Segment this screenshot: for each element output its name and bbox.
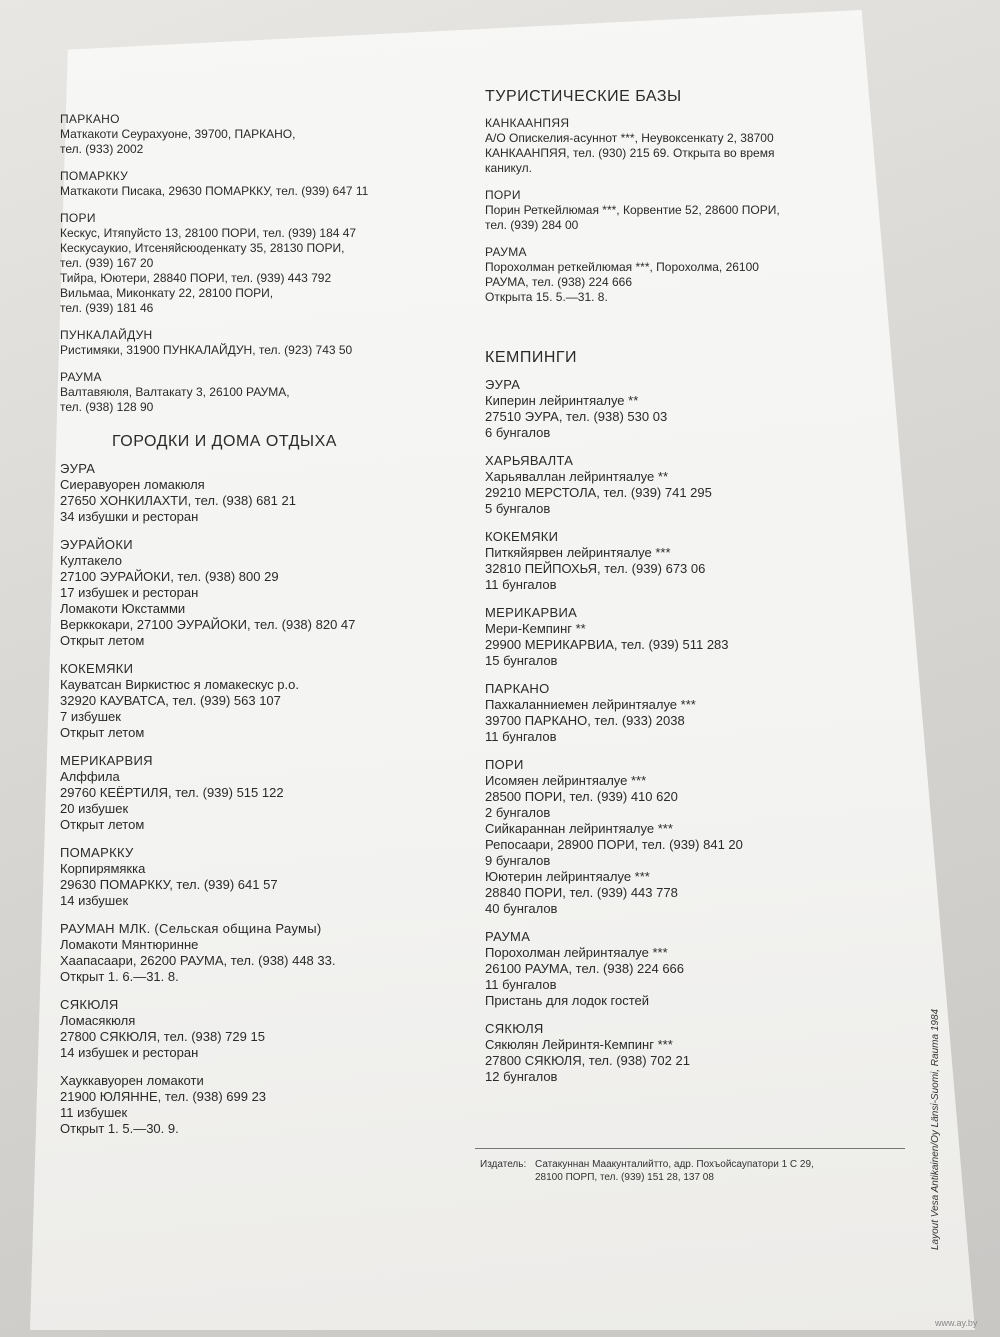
- divider: [475, 1148, 905, 1149]
- listing-line: 9 бунгалов: [485, 853, 551, 868]
- listing-line: Открыт летом: [60, 633, 145, 648]
- listing-block: [485, 1021, 915, 1085]
- city-name: ПАРКАНО: [485, 681, 550, 696]
- city-name: ЭУРАЙОКИ: [60, 537, 133, 552]
- listing-line: Кауватсан Виркистюс я ломакескус р.о.: [60, 677, 299, 692]
- listing-line: 27650 ХОНКИЛАХТИ, тел. (938) 681 21: [60, 493, 296, 508]
- city-name: КАНКААНПЯЯ: [485, 116, 570, 130]
- city-name: МЕРИКАРВИА: [485, 605, 578, 620]
- listing-line: 40 бунгалов: [485, 901, 558, 916]
- city-name: ПОРИ: [485, 188, 521, 202]
- city-name: ПОМАРККУ: [60, 169, 129, 183]
- listing-block: [60, 461, 440, 525]
- city-name: РАУМА: [60, 370, 102, 384]
- listing-block: [60, 112, 440, 157]
- listing-line: Тийра, Юютери, 28840 ПОРИ, тел. (939) 443 792: [60, 271, 332, 285]
- listing-line: Верккокари, 27100 ЭУРАЙОКИ, тел. (938) 820 47: [60, 617, 356, 632]
- listing-line: Открыт 1. 5.—30. 9.: [60, 1121, 179, 1136]
- city-name: РАУМА: [485, 929, 531, 944]
- listing-line: Алффила: [60, 769, 120, 784]
- listing-line: Мери-Кемпинг **: [485, 621, 586, 636]
- city-name: КОКЕМЯКИ: [485, 529, 559, 544]
- listing-line: Открыт 1. 6.—31. 8.: [60, 969, 179, 984]
- listing-line: 39700 ПАРКАНО, тел. (933) 2038: [485, 713, 685, 728]
- listing-line: Хаапасаари, 26200 РАУМА, тел. (938) 448 33.: [60, 953, 336, 968]
- listing-block: [60, 661, 440, 741]
- listing-line: 32810 ПЕЙПОХЬЯ, тел. (939) 673 06: [485, 561, 706, 576]
- listing-line: 32920 КАУВАТСА, тел. (939) 563 107: [60, 693, 281, 708]
- listing-line: Маткакоти Писака, 29630 ПОМАРККУ, тел. (939) 647 11: [60, 184, 369, 198]
- listing-line: 26100 РАУМА, тел. (938) 224 666: [485, 961, 685, 976]
- listing-line: 28840 ПОРИ, тел. (939) 443 778: [485, 885, 678, 900]
- listing-line: Питкяйярвен лейринтяалуе ***: [485, 545, 671, 560]
- listing-line: 27100 ЭУРАЙОКИ, тел. (938) 800 29: [60, 569, 279, 584]
- listing-line: 20 избушек: [60, 801, 129, 816]
- listing-line: 7 избушек: [60, 709, 121, 724]
- listing-block: [60, 753, 440, 833]
- listing-line: Ломакоти Юкстамми: [60, 601, 186, 616]
- listing-line: Корпирямякка: [60, 861, 146, 876]
- listing-line: 17 избушек и ресторан: [60, 585, 199, 600]
- city-name: ЭУРА: [60, 461, 96, 476]
- listing-line: Порохолман лейринтяалуе ***: [485, 945, 668, 960]
- listing-block: [60, 328, 440, 358]
- listing-line: Открыт летом: [60, 725, 145, 740]
- listing-line: 14 избушек и ресторан: [60, 1045, 199, 1060]
- listing-block: [60, 537, 440, 649]
- listing-line: 5 бунгалов: [485, 501, 551, 516]
- listing-block: [485, 377, 915, 441]
- listing-block: [485, 245, 915, 305]
- publisher-info: [480, 1158, 860, 1184]
- listing-line: Сиеравуорен ломакюля: [60, 477, 205, 492]
- right-column: [485, 88, 915, 1097]
- listing-line: Исомяен лейринтяалуе ***: [485, 773, 647, 788]
- listing-line: Хауккавуорен ломакоти: [60, 1073, 204, 1088]
- listing-line: Сийкараннан лейринтяалуе ***: [485, 821, 673, 836]
- listing-line: Ломасякюля: [60, 1013, 136, 1028]
- listing-line: Кескус, Итяпуйсто 13, 28100 ПОРИ, тел. (939) 184 47: [60, 226, 357, 240]
- listing-line: 14 избушек: [60, 893, 129, 908]
- listing-block: [485, 116, 915, 176]
- listing-line: Открыт летом: [60, 817, 145, 832]
- listing-line: 29630 ПОМАРККУ, тел. (939) 641 57: [60, 877, 278, 892]
- listing-line: 27510 ЭУРА, тел. (938) 530 03: [485, 409, 668, 424]
- publisher-line-2: 28100 ПОРП, тел. (939) 151 28, 137 08: [535, 1172, 714, 1183]
- listing-line: тел. (933) 2002: [60, 142, 144, 156]
- listing-block: [485, 453, 915, 517]
- publisher-label: Издатель:: [480, 1159, 527, 1170]
- listing-block: [60, 1073, 440, 1137]
- listing-line: 11 бунгалов: [485, 977, 557, 992]
- listing-line: Пахкаланниемен лейринтяалуе ***: [485, 697, 696, 712]
- listing-block: [485, 188, 915, 233]
- listing-line: 11 бунгалов: [485, 577, 557, 592]
- section-heading-holiday-homes: ГОРОДКИ И ДОМА ОТДЫХА: [112, 433, 337, 450]
- listing-block: [60, 169, 440, 199]
- listing-block: [485, 681, 915, 745]
- listing-line: 27800 СЯКЮЛЯ, тел. (938) 729 15: [60, 1029, 265, 1044]
- listing-line: 2 бунгалов: [485, 805, 551, 820]
- listing-line: тел. (939) 181 46: [60, 301, 154, 315]
- listing-block: [485, 605, 915, 669]
- city-name: ПОМАРККУ: [60, 845, 134, 860]
- listing-line: 11 бунгалов: [485, 729, 557, 744]
- city-name: СЯКЮЛЯ: [485, 1021, 544, 1036]
- listing-block: [60, 921, 440, 985]
- left-column: [60, 112, 440, 1149]
- city-name: МЕРИКАРВИЯ: [60, 753, 153, 768]
- listing-line: тел. (938) 128 90: [60, 400, 154, 414]
- city-name: ПОРИ: [485, 757, 524, 772]
- listing-line: 11 избушек: [60, 1105, 128, 1120]
- section-heading-tourist-bases: ТУРИСТИЧЕСКИЕ БАЗЫ: [485, 88, 682, 105]
- watermark: www.ay.by: [935, 1318, 978, 1328]
- city-name: ПУНКАЛАЙДУН: [60, 328, 153, 342]
- city-name: ПАРКАНО: [60, 112, 120, 126]
- city-name: РАУМА: [485, 245, 527, 259]
- listing-line: Порохолман реткейлюмая ***, Порохолма, 26100: [485, 260, 759, 274]
- city-name: ХАРЬЯВАЛТА: [485, 453, 574, 468]
- listing-line: Вильмаа, Миконкату 22, 28100 ПОРИ,: [60, 286, 274, 300]
- listing-block: [60, 997, 440, 1061]
- listing-line: Харьяваллан лейринтяалуе **: [485, 469, 668, 484]
- listing-block: [485, 929, 915, 1009]
- listing-line: тел. (939) 284 00: [485, 218, 579, 232]
- listing-line: 28500 ПОРИ, тел. (939) 410 620: [485, 789, 678, 804]
- listing-line: 29900 МЕРИКАРВИА, тел. (939) 511 283: [485, 637, 729, 652]
- listing-line: тел. (939) 167 20: [60, 256, 154, 270]
- listing-line: Ломакоти Мянтюринне: [60, 937, 199, 952]
- listing-block: [60, 845, 440, 909]
- section-heading-campings: КЕМПИНГИ: [485, 349, 578, 366]
- city-name: СЯКЮЛЯ: [60, 997, 119, 1012]
- listing-line: каникул.: [485, 161, 532, 175]
- listing-line: Юютерин лейринтяалуе ***: [485, 869, 650, 884]
- listing-line: 27800 СЯКЮЛЯ, тел. (938) 702 21: [485, 1053, 690, 1068]
- listing-line: Открыта 15. 5.—31. 8.: [485, 290, 608, 304]
- listing-line: 34 избушки и ресторан: [60, 509, 199, 524]
- listing-line: Кескусаукио, Итсеняйсюоденкату 35, 28130 ПОРИ,: [60, 241, 345, 255]
- listing-block: [485, 529, 915, 593]
- listing-line: Ристимяки, 31900 ПУНКАЛАЙДУН, тел. (923) 743 50: [60, 343, 353, 357]
- listing-block: [485, 757, 915, 917]
- listing-line: Киперин лейринтяалуе **: [485, 393, 639, 408]
- city-name: КОКЕМЯКИ: [60, 661, 134, 676]
- city-name: ЭУРА: [485, 377, 521, 392]
- listing-line: Репосаари, 28900 ПОРИ, тел. (939) 841 20: [485, 837, 743, 852]
- listing-line: 29210 МЕРСТОЛА, тел. (939) 741 295: [485, 485, 712, 500]
- layout-credit: Layout Vesa Antikainen/Oy Länsi-Suomi, Rauma 1984: [930, 1008, 941, 1250]
- city-name: РАУМАН МЛК. (Сельская община Раумы): [60, 921, 322, 936]
- listing-line: Маткакоти Сеурахуоне, 39700, ПАРКАНО,: [60, 127, 296, 141]
- listing-block: [60, 211, 440, 316]
- listing-line: А/О Опискелия-асуннот ***, Неувоксенкату 2, 38700: [485, 131, 774, 145]
- listing-line: 6 бунгалов: [485, 425, 551, 440]
- listing-line: 29760 КЕЁРТИЛЯ, тел. (939) 515 122: [60, 785, 284, 800]
- listing-line: 12 бунгалов: [485, 1069, 558, 1084]
- listing-line: КАНКААНПЯЯ, тел. (930) 215 69. Открыта во время: [485, 146, 775, 160]
- listing-line: Пристань для лодок гостей: [485, 993, 650, 1008]
- city-name: ПОРИ: [60, 211, 96, 225]
- listing-line: РАУМА, тел. (938) 224 666: [485, 275, 632, 289]
- listing-line: Порин Реткейлюмая ***, Корвентие 52, 28600 ПОРИ,: [485, 203, 780, 217]
- listing-line: Валтавяюля, Валтакату 3, 26100 РАУМА,: [60, 385, 290, 399]
- listing-block: [60, 370, 440, 415]
- listing-line: 15 бунгалов: [485, 653, 558, 668]
- listing-line: Култакело: [60, 553, 123, 568]
- publisher-line-1: Сатакуннан Маакунталийтто, адр. Похъойсаупатори 1 С 29,: [535, 1159, 814, 1170]
- listing-line: 21900 ЮЛЯННЕ, тел. (938) 699 23: [60, 1089, 267, 1104]
- listing-line: Сякюлян Лейринтя-Кемпинг ***: [485, 1037, 673, 1052]
